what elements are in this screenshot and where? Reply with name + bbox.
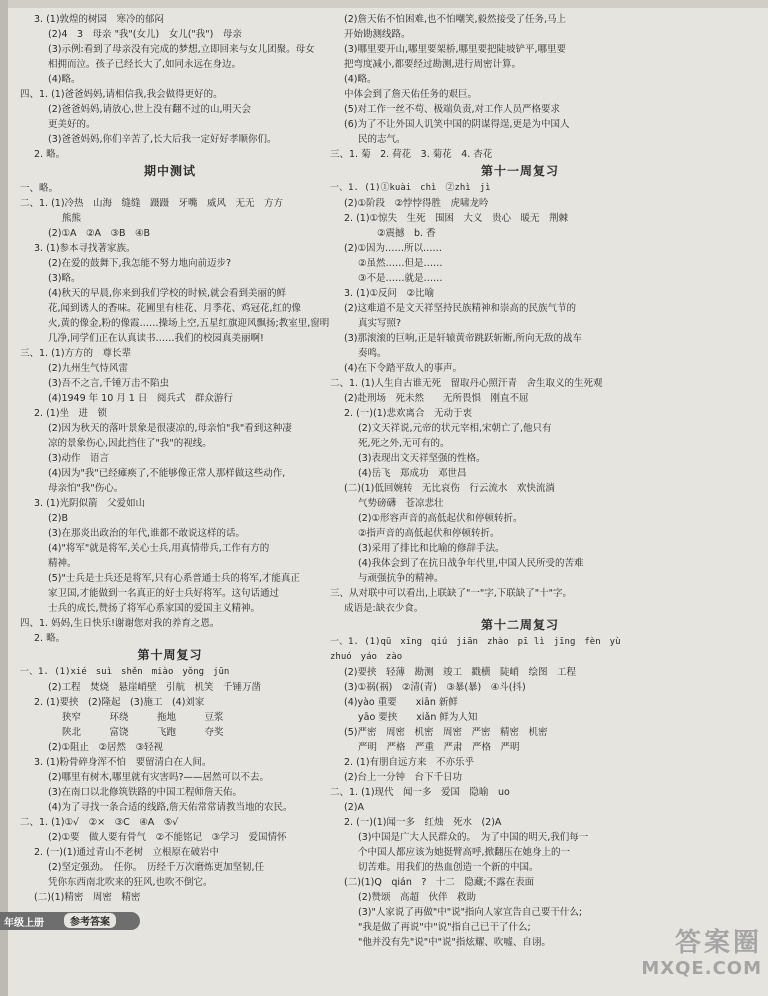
watermark-logo <box>632 928 762 988</box>
answer-line: 2. (一)(1)悲欢离合 无动于衷 <box>344 408 472 419</box>
answer-line: (2)文天祥说,元帝的状元宰相,宋朝亡了,他只有 <box>358 423 552 434</box>
answer-line: (2)哪里有树木,哪里就有灾害吗?——居然可以不去。 <box>48 772 270 783</box>
top-paper-edge <box>0 0 768 8</box>
footer-label <box>0 912 160 930</box>
answer-line: (4)岳飞 郑成功 邓世昌 <box>358 468 467 479</box>
answer-line: 精神。 <box>48 558 77 569</box>
answer-line: (5)"士兵是士兵还是将军,只有心系普通士兵的将军,才能真正 <box>48 573 300 584</box>
answer-line: (2)工程 焚烧 悬崖峭壁 引航 机笑 千锤万凿 <box>48 682 261 693</box>
section-heading: 第十一周复习 <box>480 164 559 178</box>
answer-line: (2)4 3 母亲 "我"(女儿) 女儿("我") 母亲 <box>48 29 242 40</box>
answer-line: (4)yào 重要 xiān 新鲜 <box>344 697 458 708</box>
answer-line: (2)因为秋天的落叶景象是很凄凉的,母亲怕"我"看到这种凄 <box>48 423 292 434</box>
answer-line: (2)赞颂 高超 伙伴 救助 <box>358 892 476 903</box>
answer-line: 死,死之外,无可有的。 <box>358 438 450 449</box>
binding-edge <box>0 0 8 996</box>
answer-line: 严明 严格 严重 严肃 严格 严明 <box>358 742 520 753</box>
answer-line: 几净,同学们正在认真读书……我们的校园真美丽啊! <box>48 333 264 344</box>
answer-line: 中体会到了詹天佑任务的艰巨。 <box>344 89 478 100</box>
answer-line: 狭窄 环绕 拖地 豆浆 <box>62 712 224 723</box>
answer-line: (2)在爱的鼓舞下,我怎能不努力地向前迈步? <box>48 258 232 269</box>
answer-line: 二、1. (1)现代 闻一多 爱国 隐喻 uo <box>330 787 510 798</box>
answer-line: 2. (1)要挟 (2)隆起 (3)施工 (4)刘家 <box>34 697 205 708</box>
answer-line: ②震撼 b. 香 <box>358 228 436 239</box>
answer-line: (3)略。 <box>48 273 81 284</box>
answer-line: (二)(1)低回婉转 无比哀伤 行云流水 欢快流淌 <box>344 483 555 494</box>
section-heading: 期中测试 <box>143 164 196 178</box>
answer-line: (4)我体会到了在抗日战争年代里,中国人民所受的苦难 <box>358 558 584 569</box>
answer-line: (6)为了不让外国人讥笑中国的阴谋得逞,更是为中国人 <box>344 119 570 130</box>
watermark-text: 答案圈 <box>674 928 762 958</box>
answer-line: (5)对工作一丝不苟、极端负责,对工作人员严格要求 <box>344 104 560 115</box>
answer-line: 2. (1)①惊失 生死 围困 大义 贵心 暖无 荆棘 <box>344 213 569 224</box>
answer-line: (3)示例:看到了母亲没有完成的梦想,立即回来与女儿团聚。母女 <box>48 44 315 55</box>
answer-line: (3)爸爸妈妈,你们辛苦了,长大后我一定好好孝顺你们。 <box>48 134 277 145</box>
answer-line: 2. (1)有朋自远方来 不亦乐乎 <box>344 757 475 768</box>
answer-line: 2. (一)(1)闻一多 红烛 死水 (2)A <box>344 817 502 828</box>
section-heading: 第十周复习 <box>137 648 203 662</box>
answer-line: 一、1. (1)xié suì shěn miào yǒng jūn <box>20 667 230 677</box>
answer-line: ②虽然……但是…… <box>358 258 443 269</box>
answer-line: 母亲怕"我"伤心。 <box>48 483 124 494</box>
answer-line: (4)因为"我"已经瘫痪了,不能够像正常人那样做这些动作, <box>48 468 286 479</box>
answer-line: 熊熊 <box>62 213 82 224</box>
answer-line: (4)略。 <box>48 74 81 85</box>
answer-line: 3. (1)敦煌的树园 寒冷的郁闷 <box>34 14 165 25</box>
answer-line: 3. (1)参本寻找著家族。 <box>34 243 136 254</box>
answer-line: (2)台上一分钟 台下千日功 <box>344 772 462 783</box>
answer-line: (2)A <box>344 802 364 813</box>
answer-line: 奏鸣。 <box>358 348 387 359</box>
answer-line: "我是做了再说"中"说"指自己已干了什么; <box>358 922 531 933</box>
answer-line: (2)这难道不是文天祥坚持民族精神和崇高的民族气节的 <box>344 303 576 314</box>
answer-line: ③不是……就是…… <box>358 273 443 284</box>
answer-line: 民的志气。 <box>358 134 406 145</box>
answer-line: 把弯度减小,都要经过勘测,进行周密计算。 <box>344 59 522 70</box>
answer-line: 2. 略。 <box>34 149 66 160</box>
answer-line: (4)"将军"就是将军,关心士兵,用真情带兵,工作有方的 <box>48 543 270 554</box>
answer-line: 二、1. (1)①√ ②× ③C ④A ⑤√ <box>20 817 179 828</box>
answer-line: 陕北 富饶 飞跑 夺奖 <box>62 727 224 738</box>
answer-line: (2)①形容声音的高低起伏和停顿转折。 <box>358 513 523 524</box>
answer-line: (3)中国是广大人民群众的。 为了中国的明天,我们每一 <box>358 832 589 843</box>
answer-line: (3)哪里要开山,哪里要架桥,哪里要把陡坡铲平,哪里要 <box>344 44 567 55</box>
answer-line: (2)九州生气恃风雷 <box>48 363 128 374</box>
answer-line: 二、1. (1)人生自古谁无死 留取丹心照汗青 舍生取义的生死观 <box>330 378 603 389</box>
answer-line: (5)严密 周密 机密 周密 严密 精密 机密 <box>344 727 548 738</box>
answer-line: 花,闻到诱人的香味。花圃里有桂花、月季花、鸡冠花,红的像 <box>48 303 302 314</box>
answer-line: 凭你东西南北吹来的狂风,也吹不倒它。 <box>48 877 213 888</box>
answer-line: ②指声音的高低起伏和停顿转折。 <box>358 528 500 539</box>
answer-line: (3)采用了排比和比喻的修辞手法。 <box>358 543 505 554</box>
answer-line: 家卫国,才能做到一名真正的好士兵好将军。这句话通过 <box>48 588 280 599</box>
answer-line: 3. (1)光阴似箭 父爱如山 <box>34 498 146 509</box>
answer-line: (2)要挟 轻薄 勘测 竣工 戳横 陡峭 绘图 工程 <box>344 667 576 678</box>
answer-line: 三、1. (1)方方的 尊长辈 <box>20 348 132 359</box>
answer-line: yāo 要挟 xiǎn 鲜为人知 <box>358 712 478 723</box>
section-heading: 第十二周复习 <box>480 618 559 632</box>
answer-line: (4)略。 <box>344 74 377 85</box>
answer-line: 三、1. 菊 2. 荷花 3. 菊花 4. 杏花 <box>330 149 493 160</box>
answer-line: (3)动作 语言 <box>48 453 109 464</box>
answer-line: 更美好的。 <box>48 119 96 130</box>
answer-line: (二)(1)Q qián ? 十二 隐藏;不露在表面 <box>344 877 535 888</box>
answer-line: 3. (1)①反问 ②比喻 <box>344 288 435 299</box>
answer-line: 切苦难。用我们的热血创造一个新的中国。 <box>358 862 539 873</box>
answer-line: 3. (1)粉骨碎身浑不怕 要留清白在人间。 <box>34 757 212 768</box>
answer-line: (2)爸爸妈妈,请放心,世上没有翻不过的山,明天会 <box>48 104 252 115</box>
answer-line: 2. (1)坐 进 锁 <box>34 408 108 419</box>
footer-grade: 年级上册 <box>4 918 44 929</box>
answer-line: 一、1. (1)①kuài chì ②zhì jì <box>330 183 491 193</box>
answer-line: (3)表现出文天祥坚强的性格。 <box>358 453 486 464</box>
answer-line: (2)赴刑场 死未然 无所畏惧 刚直不屈 <box>344 393 529 404</box>
answer-line: 真实写照? <box>358 318 402 329</box>
answer-line: (2)B <box>48 513 68 524</box>
answer-line: 四、1. 妈妈,生日快乐!谢谢您对我的养育之恩。 <box>20 618 220 629</box>
answer-line: 士兵的成长,赞扬了将军心系家国的爱国主义精神。 <box>48 603 261 614</box>
answer-line: 2. (一)(1)通过青山不老树 立根原在破岩中 <box>34 847 219 858</box>
answer-line: zhuó yáo zào <box>330 652 403 662</box>
left-answer-column <box>20 12 365 905</box>
answer-line: 成语是:缺衣少食。 <box>344 603 424 614</box>
answer-line: (4)为了寻找一条合适的线路,詹天佑常常请教当地的农民。 <box>48 802 293 813</box>
answer-line: 火,黄的像金,粉的像霞……操场上空,五星红旗迎风飘扬;教室里,窗明 <box>48 318 330 329</box>
answer-line: (4)1949 年 10 月 1 日 阅兵式 群众游行 <box>48 393 233 404</box>
answer-line: (3)在那炎出政治的年代,谁都不敢说这样的话。 <box>48 528 245 539</box>
answer-line: (4)在下令踏平敌人的事声。 <box>344 363 462 374</box>
answer-line: (3)在南口以北修筑铁路的中国工程师詹天佑。 <box>48 787 242 798</box>
answer-line: (3)吾不之言,千锤万击不陷虫 <box>48 378 169 389</box>
answer-line: 一、1. (1)qū xīng qiú jiān zhào pī lì jīng fèn yù <box>330 637 621 647</box>
answer-line: (3)那滚滚的巨响,正是轩辕黄帝跳跃斩断,所向无敌的战车 <box>344 333 582 344</box>
answer-line: 气势磅礴 苍凉悲壮 <box>358 498 444 509</box>
footer-answer-tag: 参考答案 <box>64 913 116 928</box>
answer-line: (4)秋天的早晨,你来到我们学校的时候,就会看到美丽的鲜 <box>48 288 286 299</box>
answer-line: (2)①阻止 ②居然 ③轻视 <box>48 742 164 753</box>
answer-line: (3)①祸(祸) ②清(青) ③暴(暴) ④斗(抖) <box>344 682 526 693</box>
answer-line: 与顽强抗争的精神。 <box>358 573 444 584</box>
answer-line: (2)①阶段 ②悖悖得胜 虎啸龙吟 <box>344 198 489 209</box>
answer-line: (二)(1)精密 周密 精密 <box>34 892 141 903</box>
answer-line: 个中国人都应该为她挺臂高呼,掀翻压在她身上的一 <box>358 847 571 858</box>
watermark-url: MXQE.COM <box>641 958 762 979</box>
right-answer-column <box>330 12 750 950</box>
answer-line: (2)①因为……所以…… <box>344 243 442 254</box>
answer-line: 四、1. (1)爸爸妈妈,请相信我,我会做得更好的。 <box>20 89 223 100</box>
answer-line: 相拥而泣。孩子已经长大了,如同永远在身边。 <box>48 59 242 70</box>
answer-line: 一、略。 <box>20 183 59 194</box>
answer-line: (2)坚定强劲。 任你。 历经千万次磨炼更加坚韧,任 <box>48 862 264 873</box>
answer-line: 2. 略。 <box>34 633 66 644</box>
answer-line: 凉的景象伤心,因此挡住了"我"的视线。 <box>48 438 212 449</box>
answer-line: 二、1. (1)冷热 山海 缝缝 蹑蹑 牙嘴 威风 无无 方方 <box>20 198 284 209</box>
answer-line: (2)詹天佑不怕困难,也不怕嘲笑,毅然接受了任务,马上 <box>344 14 567 25</box>
answer-line: 三、从对联中可以看出,上联缺了"一"字,下联缺了"十"字。 <box>330 588 573 599</box>
answer-line: (2)①要 做人要有骨气 ②不能铭记 ③学习 爱国情怀 <box>48 832 287 843</box>
answer-line: (3)"人家说了再做"中"说"指向人家宣告自己要干什么; <box>358 907 583 918</box>
answer-line: 开始勘测线路。 <box>344 29 411 40</box>
answer-line: "他并没有先"说"中"说"指炫耀、吹嘘、自诩。 <box>358 937 551 948</box>
answer-line: (2)①A ②A ③B ④B <box>48 228 151 239</box>
